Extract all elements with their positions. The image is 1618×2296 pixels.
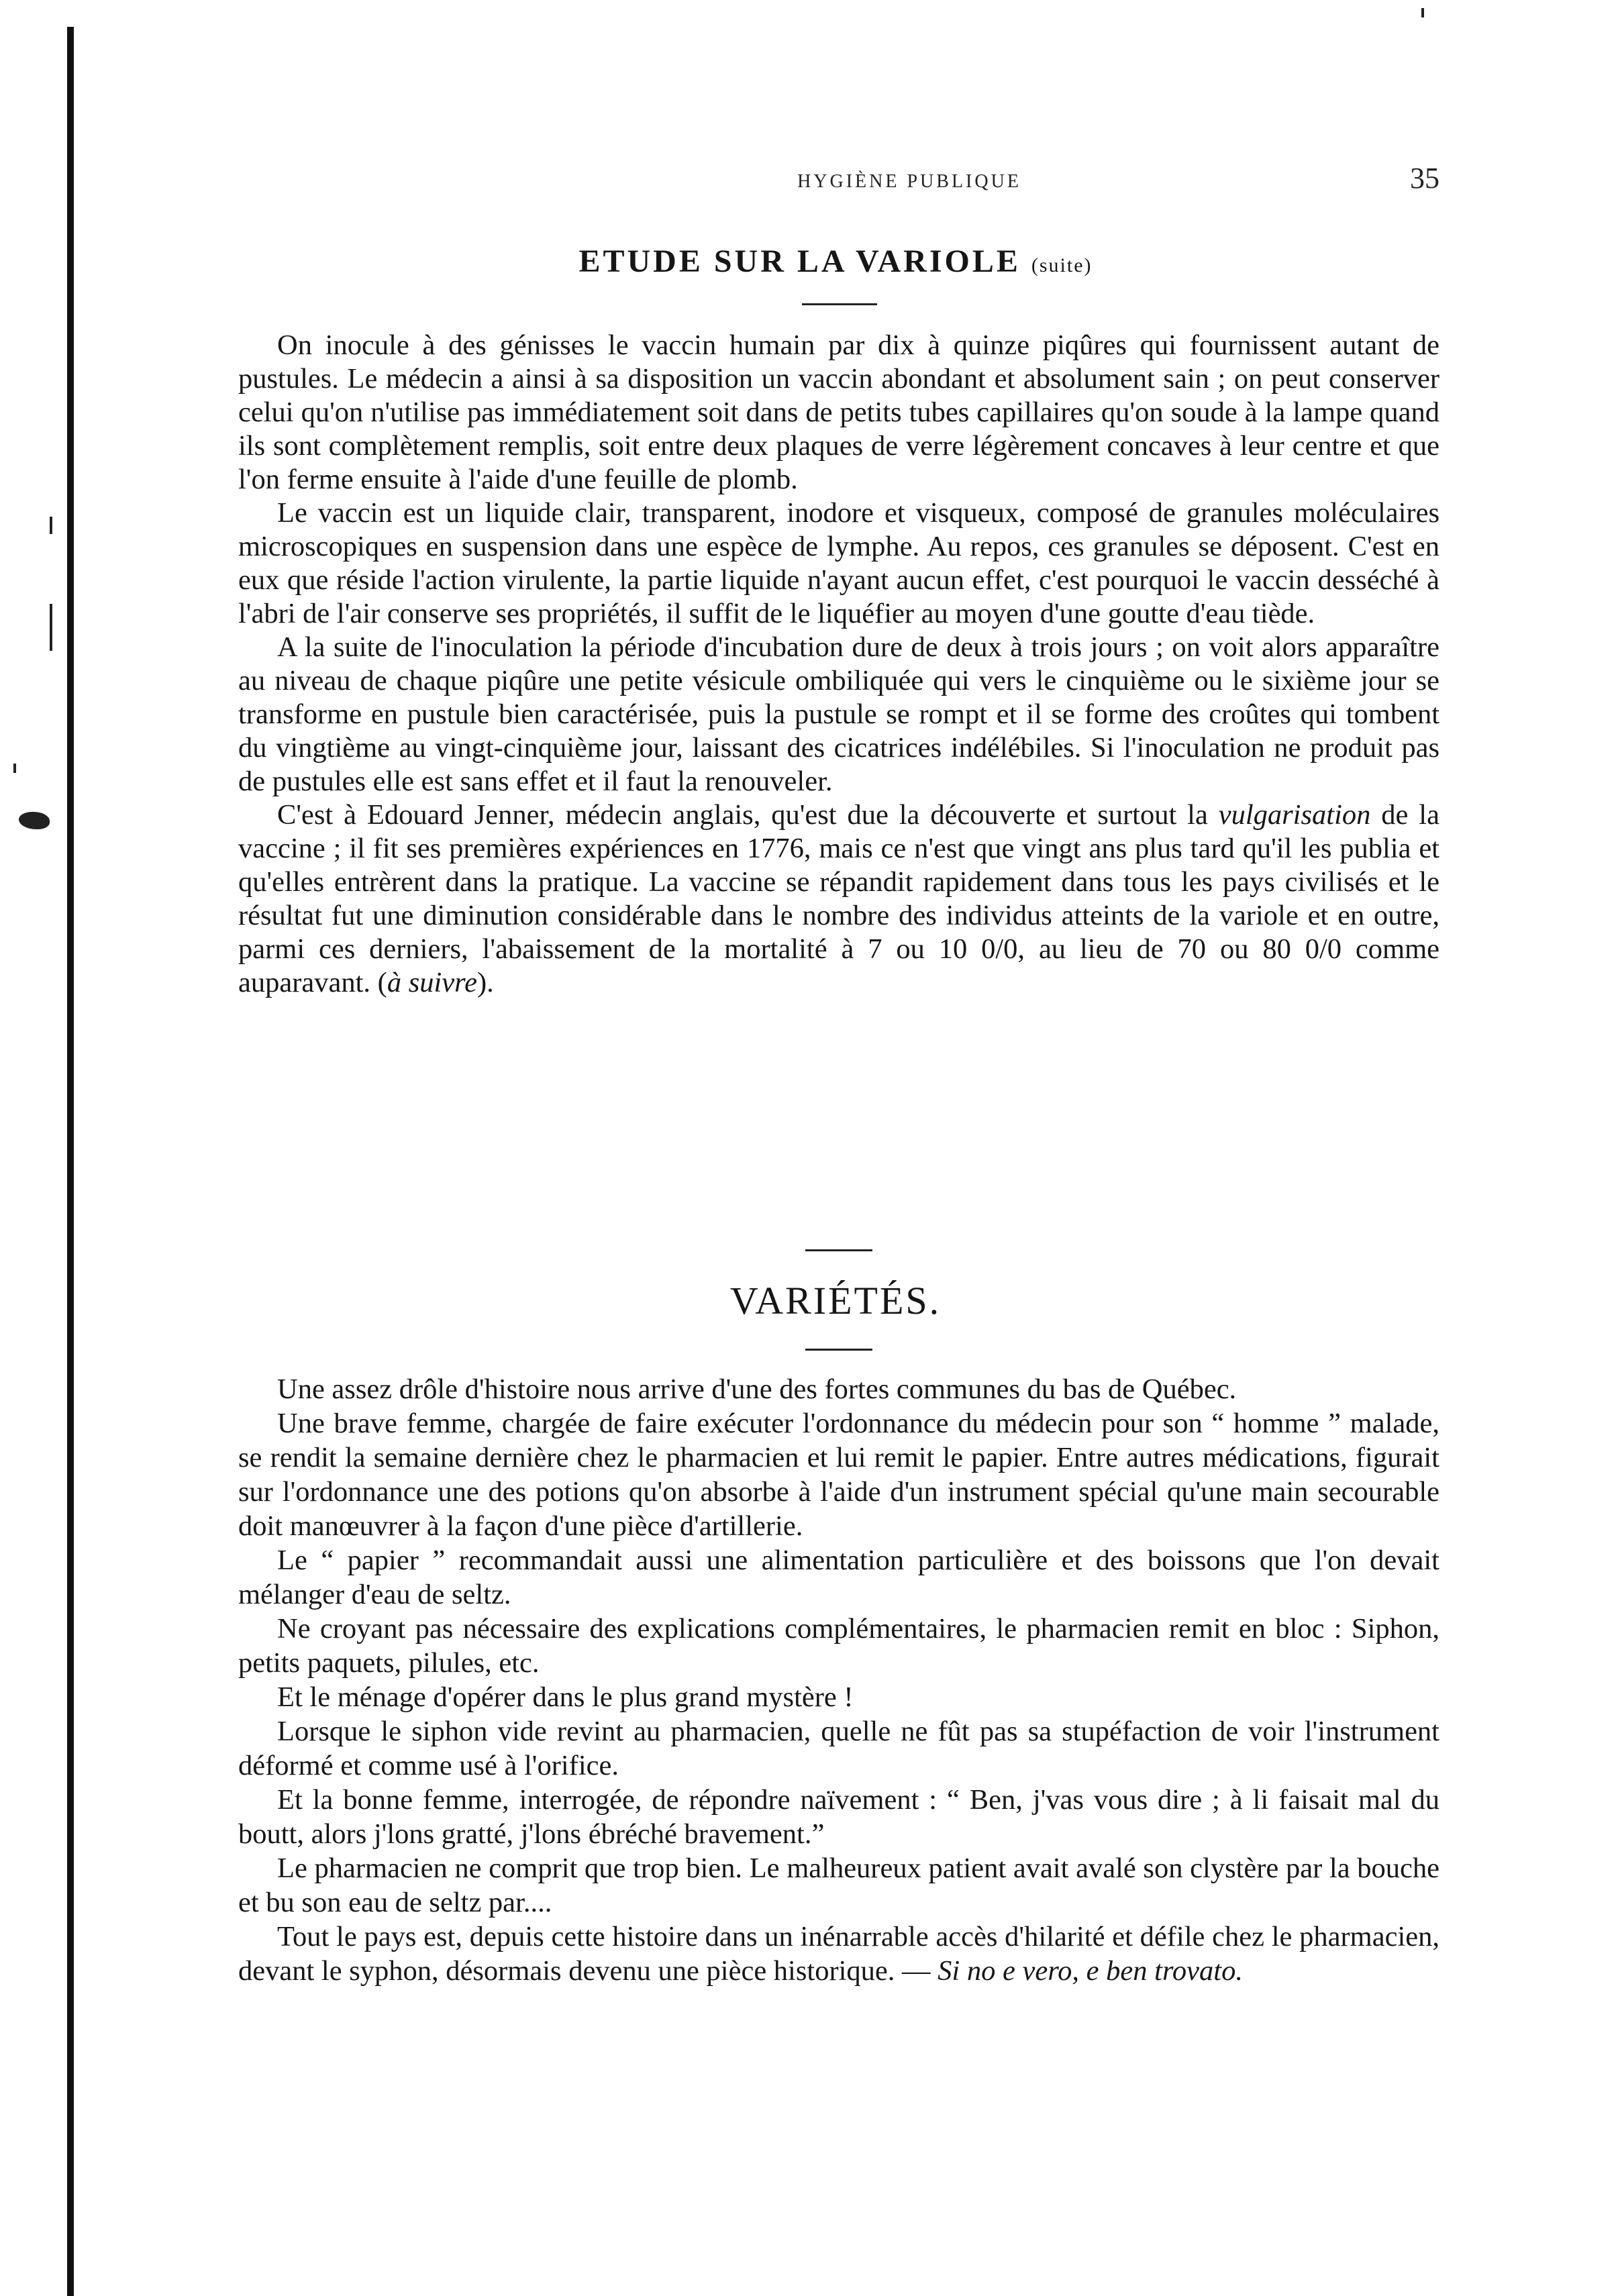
section-rule bbox=[805, 1349, 872, 1351]
margin-tick bbox=[50, 517, 52, 534]
article-body-varietes bbox=[238, 1372, 1439, 1988]
paragraph: Et la bonne femme, interrogée, de répondre naïvement : “ Ben, j'vas vous dire ; à li faisait mal du boutt, alors j'lons gratté, j'lons ébréché bravement.” bbox=[238, 1784, 1439, 1850]
page-binding-edge bbox=[67, 27, 74, 2296]
paragraph: Une assez drôle d'histoire nous arrive d'une des fortes communes du bas de Québec. bbox=[277, 1373, 1237, 1405]
section-rule bbox=[805, 1249, 872, 1251]
paragraph: Une brave femme, chargée de faire exécuter l'ordonnance du médecin pour son “ homme ” malade, se rendit la semaine dernière chez le pharmacien et lui remit le papier. Entre autres médications, figurait sur l'ordonnance une des potions qu'on absorbe à l'aide d'un instrument spécial qu'une main secourable doit manœuvrer à la façon d'une pièce d'artillerie. bbox=[238, 1408, 1439, 1542]
paragraph: Lorsque le siphon vide revint au pharmacien, quelle ne fût pas sa stupéfaction de voir l'instrument déformé et comme usé à l'orifice. bbox=[238, 1716, 1439, 1781]
article-title bbox=[235, 243, 1436, 280]
paragraph-text: ). bbox=[477, 967, 494, 998]
paragraph: Le pharmacien ne comprit que trop bien. Le malheureux patient avait avalé son clystère par la bouche et bu son eau de seltz par.... bbox=[238, 1853, 1439, 1918]
margin-tick bbox=[13, 764, 16, 773]
margin-blot bbox=[19, 812, 50, 829]
paragraph: Et le ménage d'opérer dans le plus grand mystère ! bbox=[277, 1681, 854, 1713]
paragraph: Le vaccin est un liquide clair, transparent, inodore et visqueux, composé de granules moléculaires microscopiques en suspension dans une espèce de lymphe. Au repos, ces granules se déposent. C'est en eux que réside l'action virulente, la partie liquide n'ayant aucun effet, c'est pourquoi le vaccin desséché à l'abri de l'air conserve ses propriétés, il suffit de le liquéfier au moyen d'une goutte d'eau tiède. bbox=[238, 497, 1439, 629]
paragraph bbox=[238, 798, 1439, 1000]
paragraph-text: Tout le pays est, depuis cette histoire dans un inénarrable accès d'hilarité et défile chez le pharmacien, devant le syphon, désormais devenu une pièce historique. — bbox=[238, 1921, 1439, 1987]
italic-text: Si no e vero, e ben trovato. bbox=[938, 1955, 1243, 1987]
paragraph: Ne croyant pas nécessaire des explications complémentaires, le pharmacien remit en bloc : Siphon, petits paquets, pilules, etc. bbox=[238, 1613, 1439, 1679]
article-body-variole bbox=[238, 329, 1439, 1000]
margin-tick bbox=[50, 604, 52, 651]
paragraph-text: C'est à Edouard Jenner, médecin anglais, qu'est due la découverte et surtout la bbox=[277, 799, 1219, 831]
paragraph: On inocule à des génisses le vaccin humain par dix à quinze piqûres qui fournissent autant de pustules. Le médecin a ainsi à sa disposition un vaccin abondant et absolument sain ; on peut conserver celui qu'on n'utilise pas immédiatement soit dans de petits tubes capillaires qu'on soude à la lampe quand ils sont complètement remplis, soit entre deux plaques de verre légèrement concaves à leur centre et que l'on ferme ensuite à l'aide d'une feuille de plomb. bbox=[238, 329, 1439, 495]
page-number: 35 bbox=[1410, 162, 1439, 195]
italic-text: vulgarisation bbox=[1218, 799, 1371, 831]
title-rule bbox=[802, 303, 877, 305]
article-title-suffix: (suite) bbox=[1031, 254, 1093, 276]
running-head: HYGIÈNE PUBLIQUE bbox=[797, 171, 1021, 192]
paragraph: Le “ papier ” recommandait aussi une alimentation particulière et des boissons que l'on devait mélanger d'eau de seltz. bbox=[238, 1545, 1439, 1610]
paragraph bbox=[238, 1920, 1439, 1988]
article-title-text: ETUDE SUR LA VARIOLE bbox=[578, 244, 1021, 279]
italic-text: à suivre bbox=[387, 967, 477, 998]
margin-tick bbox=[1421, 8, 1424, 17]
paragraph-text: de la vaccine ; il fit ses premières expériences en 1776, mais ce n'est que vingt ans plus tard qu'il les publia et qu'elles entrèrent dans la pratique. La vaccine se répandit rapidement dans tous les pays civilisés et le résultat fut une diminution considérable dans le nombre des individus atteints de la variole et en outre, parmi ces derniers, l'abaissement de la mortalité à 7 ou 10 0/0, au lieu de 70 ou 80 0/0 comme auparavant. ( bbox=[238, 799, 1439, 998]
paragraph: A la suite de l'inoculation la période d'incubation dure de deux à trois jours ; on voit alors apparaître au niveau de chaque piqûre une petite vésicule ombiliquée qui vers le cinquième ou le sixième jour se transforme en pustule bien caractérisée, puis la pustule se rompt et il se forme des croûtes qui tombent du vingtième au vingt-cinquième jour, laissant des cicatrices indélébiles. Si l'inoculation ne produit pas de pustules elle est sans effet et il faut la renouveler. bbox=[238, 631, 1439, 797]
section-title: VARIÉTÉS. bbox=[729, 1279, 942, 1322]
